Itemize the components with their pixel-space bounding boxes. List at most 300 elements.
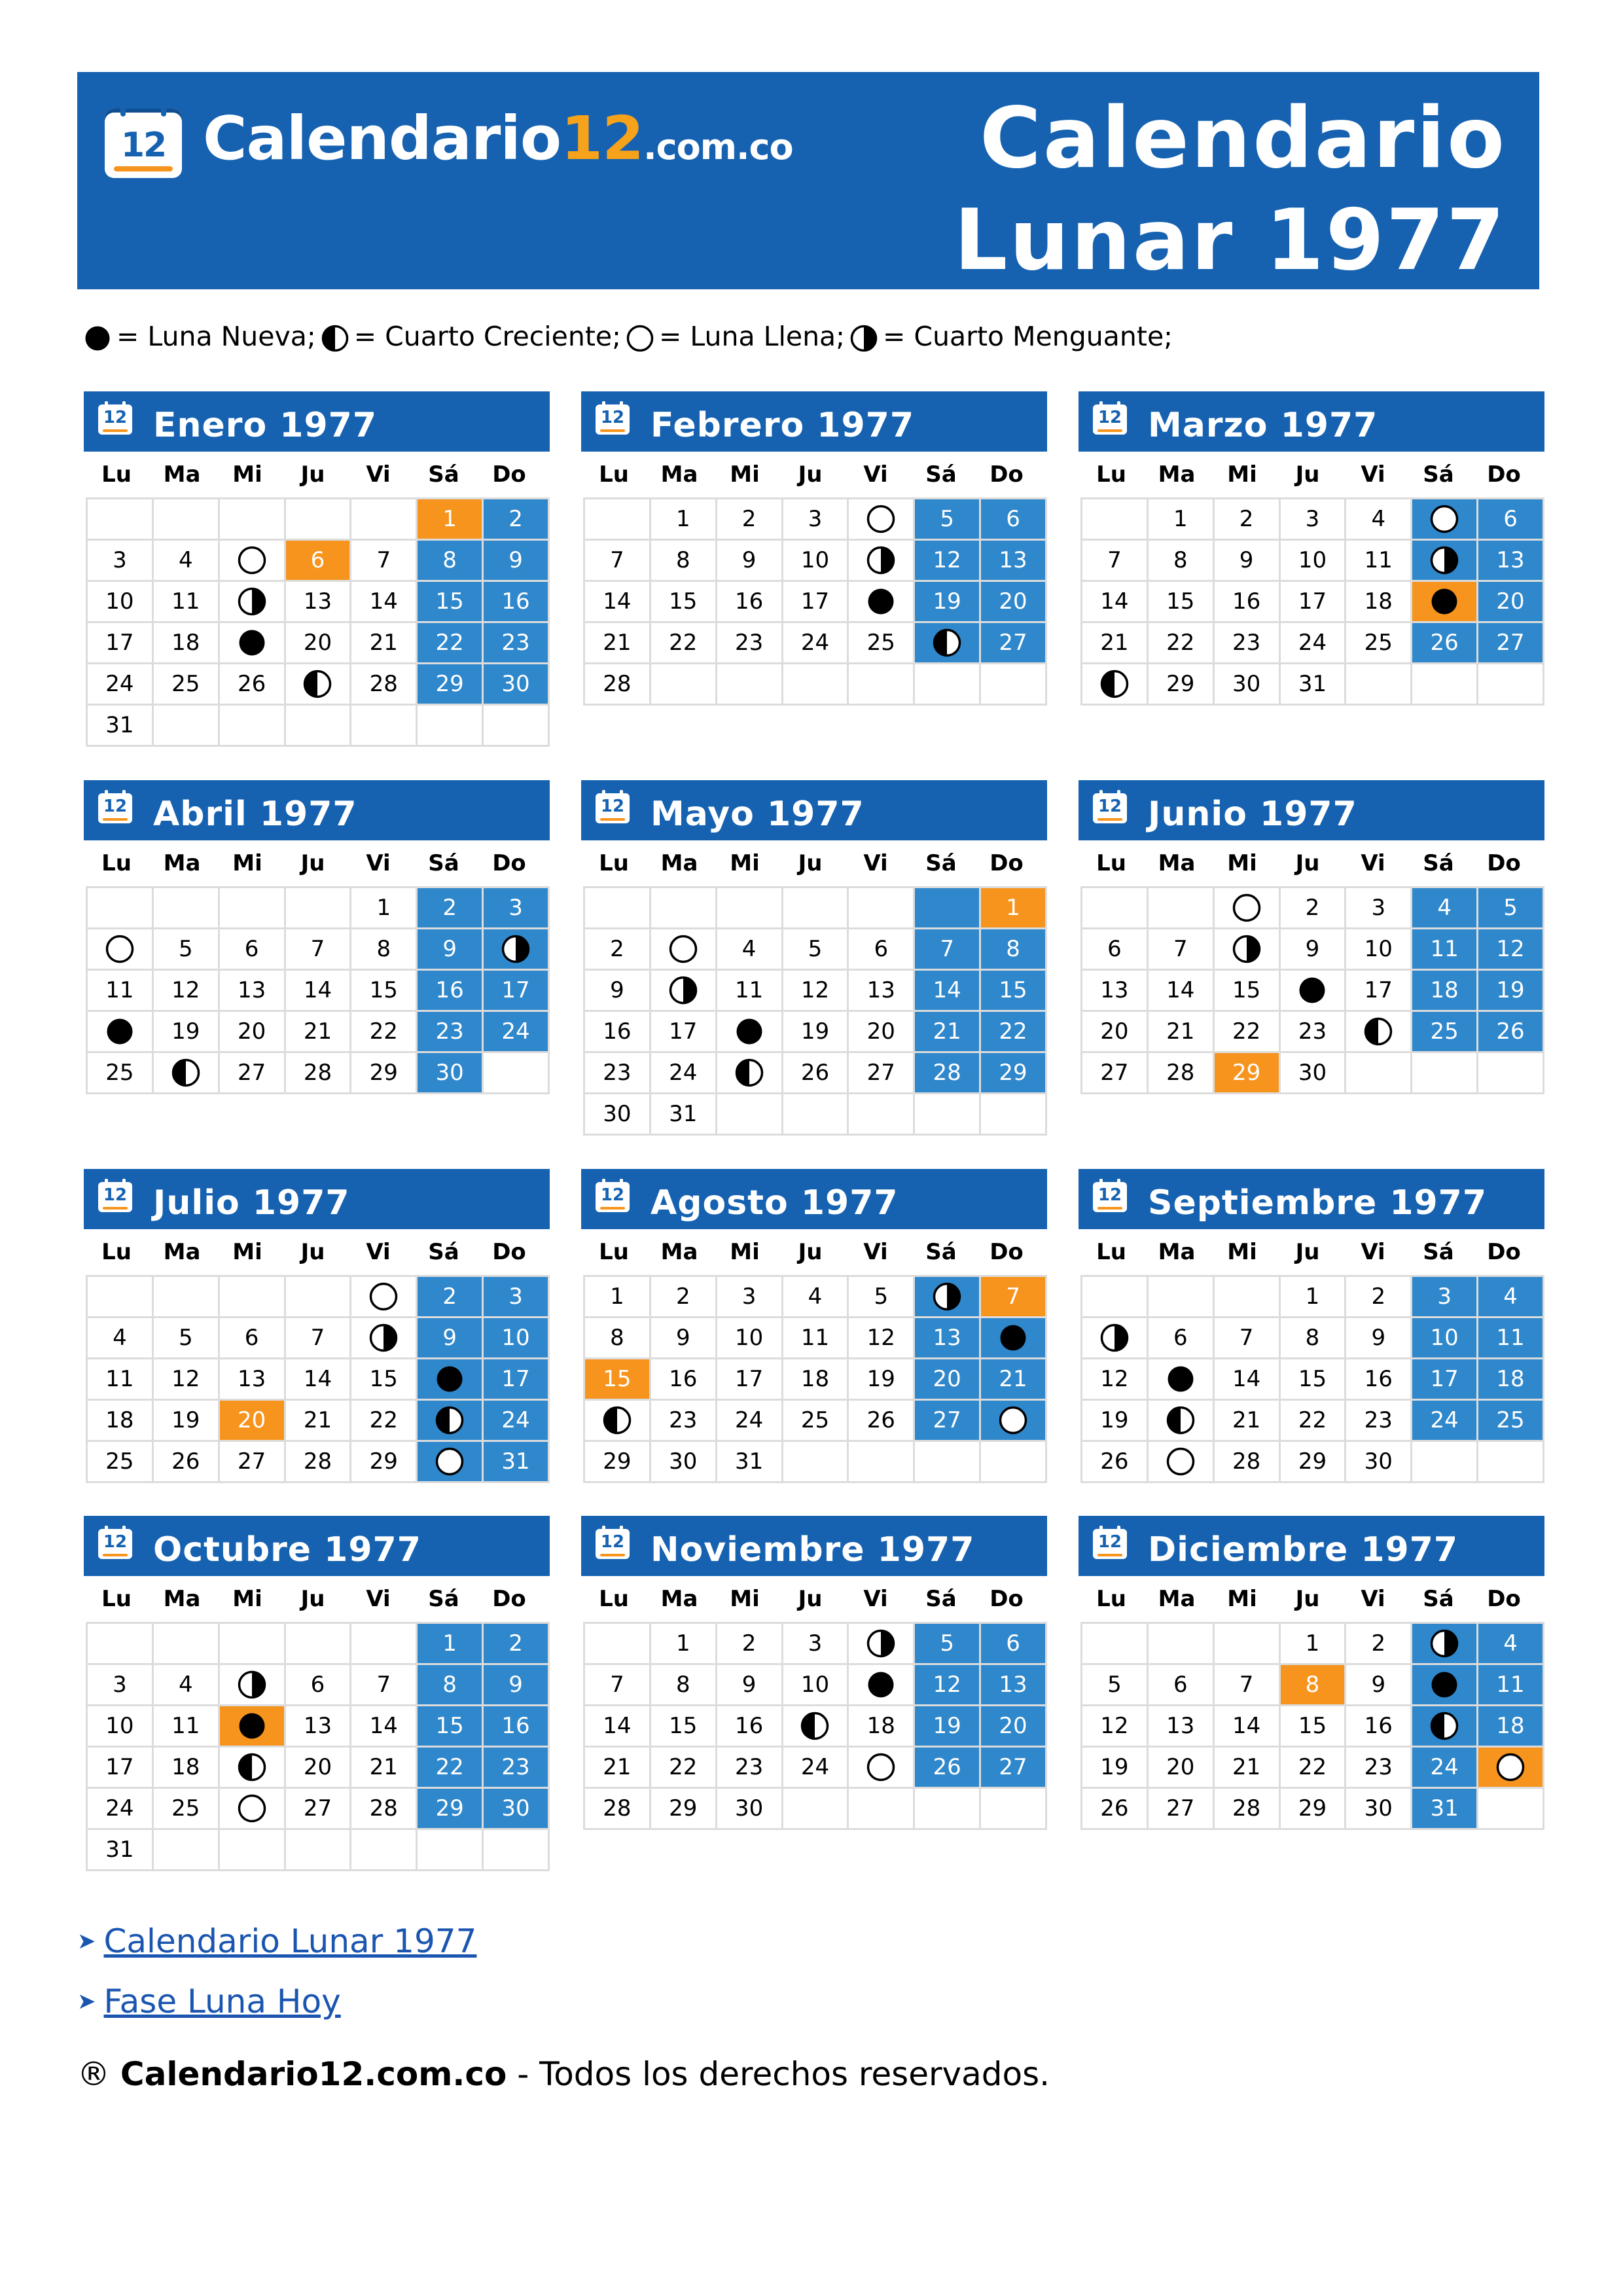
page-title-line1: Calendario (979, 90, 1507, 187)
day-cell (1147, 1400, 1213, 1441)
day-cell: 24 (782, 1747, 848, 1788)
day-cell: 28 (914, 1052, 980, 1094)
day-cell (848, 581, 914, 622)
day-cell: 18 (1478, 1359, 1544, 1400)
page-title (954, 88, 1507, 292)
day-cell: 22 (980, 1011, 1046, 1052)
day-cell (716, 1052, 782, 1094)
day-cell: 3 (716, 1276, 782, 1318)
day-cell: 18 (848, 1706, 914, 1747)
week-row (87, 540, 549, 581)
day-cell: 7 (1213, 1664, 1279, 1706)
calendar-icon (98, 1182, 132, 1212)
day-cell: 8 (417, 1664, 483, 1706)
day-cell: 5 (782, 929, 848, 970)
empty-day-cell (914, 664, 980, 705)
day-cell (1082, 1318, 1148, 1359)
last-quarter-icon (1232, 935, 1261, 963)
day-cell: 22 (417, 622, 483, 664)
day-cell: 19 (848, 1359, 914, 1400)
weekday-label: Sá (428, 461, 459, 488)
day-cell: 21 (1082, 622, 1148, 664)
day-cell: 2 (716, 1623, 782, 1664)
empty-day-cell (483, 1829, 549, 1871)
day-cell (1147, 1441, 1213, 1482)
day-cell: 21 (980, 1359, 1046, 1400)
empty-day-cell (219, 1276, 285, 1318)
day-cell: 24 (483, 1400, 549, 1441)
empty-day-cell (1478, 664, 1544, 705)
day-cell: 28 (285, 1052, 351, 1094)
day-cell: 28 (351, 1788, 417, 1829)
weekday-header-row (581, 452, 1047, 497)
day-cell: 2 (483, 499, 549, 540)
day-cell: 27 (1082, 1052, 1148, 1094)
empty-day-cell (980, 664, 1046, 705)
day-cell (848, 1747, 914, 1788)
day-cell: 10 (1346, 929, 1412, 970)
links-section (77, 1911, 476, 2032)
link-calendario-lunar[interactable]: Calendario Lunar 1977 (103, 1922, 477, 1960)
empty-day-cell (848, 664, 914, 705)
month-header (581, 1169, 1047, 1229)
day-cell: 16 (1346, 1359, 1412, 1400)
empty-day-cell (980, 1094, 1046, 1135)
day-cell: 14 (584, 1706, 651, 1747)
day-cell: 4 (1478, 1623, 1544, 1664)
day-cell: 30 (650, 1441, 716, 1482)
day-cell: 22 (1213, 1011, 1279, 1052)
day-cell: 13 (980, 1664, 1046, 1706)
day-cell: 26 (1412, 622, 1478, 664)
empty-day-cell (980, 1441, 1046, 1482)
day-cell: 25 (1478, 1400, 1544, 1441)
day-cell: 28 (1213, 1788, 1279, 1829)
calendar-icon-number: 12 (103, 408, 128, 427)
week-row (584, 1359, 1046, 1400)
day-cell (914, 1276, 980, 1318)
page-title-line2: Lunar 1977 (954, 192, 1507, 289)
weekday-label: Mi (232, 1586, 262, 1612)
day-cell: 14 (1213, 1359, 1279, 1400)
day-cell: 16 (1346, 1706, 1412, 1747)
weekday-label: Mi (730, 1586, 760, 1612)
day-cell: 9 (1279, 929, 1346, 970)
day-cell: 19 (1082, 1747, 1148, 1788)
empty-day-cell (1478, 1441, 1544, 1482)
day-cell: 4 (87, 1318, 153, 1359)
day-cell: 29 (650, 1788, 716, 1829)
day-cell: 17 (782, 581, 848, 622)
empty-day-cell (1147, 888, 1213, 929)
day-cell: 4 (152, 540, 219, 581)
day-cell: 13 (219, 970, 285, 1011)
legend-first-quarter: = Cuarto Creciente; (353, 321, 621, 352)
link-row (77, 1911, 476, 1971)
day-cell: 23 (1346, 1400, 1412, 1441)
weekday-label: Mi (1227, 461, 1257, 488)
day-cell: 29 (980, 1052, 1046, 1094)
day-cell: 3 (483, 1276, 549, 1318)
day-cell: 2 (650, 1276, 716, 1318)
day-cell: 14 (584, 581, 651, 622)
day-cell: 17 (1346, 970, 1412, 1011)
week-row (87, 1788, 549, 1829)
header-banner (77, 72, 1539, 289)
month-title: Junio 1977 (1148, 795, 1357, 834)
day-cell: 30 (1279, 1052, 1346, 1094)
week-row (87, 705, 549, 746)
day-cell: 12 (1082, 1706, 1148, 1747)
day-cell: 14 (1082, 581, 1148, 622)
empty-day-cell (584, 888, 651, 929)
day-cell: 7 (1147, 929, 1213, 970)
day-cell: 2 (417, 1276, 483, 1318)
day-cell: 11 (1346, 540, 1412, 581)
day-cell: 25 (87, 1441, 153, 1482)
week-row (584, 1623, 1046, 1664)
empty-day-cell (87, 888, 153, 929)
day-cell: 10 (1412, 1318, 1478, 1359)
day-cell (285, 664, 351, 705)
day-cell: 22 (650, 1747, 716, 1788)
month-header (1079, 780, 1544, 840)
weekday-label: Do (990, 1586, 1024, 1612)
day-cell: 3 (1412, 1276, 1478, 1318)
day-cell: 7 (980, 1276, 1046, 1318)
day-cell: 20 (980, 1706, 1046, 1747)
arrow-right-icon: ➤ (77, 1988, 96, 2015)
day-cell: 14 (1147, 970, 1213, 1011)
day-cell: 15 (1279, 1706, 1346, 1747)
empty-day-cell (219, 1829, 285, 1871)
day-cell: 13 (914, 1318, 980, 1359)
full-moon-icon (669, 935, 698, 963)
empty-day-cell (1213, 1623, 1279, 1664)
site-logo[interactable] (203, 103, 793, 173)
full-moon-icon (866, 1753, 895, 1782)
month-calendar (1079, 391, 1544, 706)
weekday-label: Mi (232, 850, 262, 876)
day-cell: 12 (152, 1359, 219, 1400)
calendar-icon (1093, 1182, 1127, 1212)
weekday-label: Vi (863, 1239, 888, 1265)
calendar-icon (98, 1529, 132, 1559)
calendar-icon-number: 12 (1097, 1185, 1122, 1205)
calendar-icon-number: 12 (103, 1532, 128, 1552)
day-cell (980, 1400, 1046, 1441)
day-cell: 24 (1412, 1747, 1478, 1788)
day-cell (417, 1441, 483, 1482)
day-cell: 4 (152, 1664, 219, 1706)
day-cell: 16 (650, 1359, 716, 1400)
month-title: Enero 1977 (153, 406, 378, 445)
day-cell: 15 (1213, 970, 1279, 1011)
day-cell: 24 (1412, 1400, 1478, 1441)
new-moon-icon (1166, 1365, 1195, 1393)
day-cell: 30 (584, 1094, 651, 1135)
empty-day-cell (782, 888, 848, 929)
day-cell (650, 970, 716, 1011)
day-cell: 27 (914, 1400, 980, 1441)
calendar-icon (1093, 404, 1127, 435)
day-cell: 7 (584, 540, 651, 581)
day-cell: 2 (417, 888, 483, 929)
weekday-header-row (84, 840, 550, 886)
day-cell: 21 (285, 1011, 351, 1052)
first-quarter-icon (735, 1058, 764, 1087)
empty-day-cell (152, 499, 219, 540)
calendar-icon (596, 1182, 630, 1212)
empty-day-cell (483, 705, 549, 746)
day-cell: 5 (152, 1318, 219, 1359)
day-cell: 29 (417, 664, 483, 705)
weekday-label: Lu (1096, 850, 1126, 876)
day-cell: 13 (285, 581, 351, 622)
empty-day-cell (219, 1623, 285, 1664)
logo-icon-number: 12 (120, 126, 166, 165)
week-row (87, 1829, 549, 1871)
day-cell: 3 (1346, 888, 1412, 929)
empty-day-cell (782, 664, 848, 705)
day-cell: 25 (152, 1788, 219, 1829)
day-cell (1346, 1011, 1412, 1052)
last-quarter-icon (238, 1670, 266, 1699)
day-cell: 9 (650, 1318, 716, 1359)
day-cell: 9 (716, 540, 782, 581)
calendar-logo-icon (105, 109, 182, 178)
week-row (1082, 540, 1544, 581)
empty-day-cell (417, 1829, 483, 1871)
day-cell: 13 (1147, 1706, 1213, 1747)
day-cell (1412, 1664, 1478, 1706)
full-moon-icon (369, 1282, 398, 1311)
day-cell: 27 (980, 622, 1046, 664)
weekday-label: Ju (1295, 1586, 1320, 1612)
weekday-label: Lu (1096, 1239, 1126, 1265)
month-header (1079, 391, 1544, 452)
empty-day-cell (417, 705, 483, 746)
empty-day-cell (285, 1623, 351, 1664)
empty-day-cell (152, 888, 219, 929)
footer-rights: - Todos los derechos reservados. (517, 2055, 1050, 2093)
weekday-label: Ma (163, 850, 201, 876)
logo-suffix: .com.co (643, 126, 793, 168)
day-cell (219, 1788, 285, 1829)
day-cell: 24 (716, 1400, 782, 1441)
day-cell: 21 (584, 1747, 651, 1788)
week-row (1082, 581, 1544, 622)
month-day-grid (86, 1622, 550, 1871)
weekday-label: Ma (660, 1586, 698, 1612)
day-cell (848, 1623, 914, 1664)
month-calendar (581, 391, 1047, 706)
day-cell (219, 1747, 285, 1788)
weekday-header-row (84, 1229, 550, 1275)
empty-day-cell (584, 499, 651, 540)
day-cell: 16 (1213, 581, 1279, 622)
week-row (584, 499, 1046, 540)
empty-day-cell (285, 705, 351, 746)
week-row (1082, 622, 1544, 664)
empty-day-cell (650, 888, 716, 929)
day-cell: 30 (483, 664, 549, 705)
day-cell: 29 (584, 1441, 651, 1482)
month-title: Octubre 1977 (153, 1530, 421, 1570)
day-cell (219, 1706, 285, 1747)
moon-phase-legend (84, 321, 1178, 352)
day-cell: 1 (650, 499, 716, 540)
empty-day-cell (219, 888, 285, 929)
footer-site-name: Calendario12.com.co (120, 2055, 507, 2093)
day-cell: 30 (483, 1788, 549, 1829)
week-row (1082, 1441, 1544, 1482)
day-cell: 21 (285, 1400, 351, 1441)
week-row (1082, 970, 1544, 1011)
day-cell: 5 (914, 1623, 980, 1664)
day-cell: 25 (1346, 622, 1412, 664)
day-cell: 20 (1082, 1011, 1148, 1052)
day-cell: 14 (285, 1359, 351, 1400)
weekday-label: Mi (1227, 850, 1257, 876)
day-cell: 22 (351, 1400, 417, 1441)
month-title: Julio 1977 (153, 1183, 350, 1223)
week-row (87, 1706, 549, 1747)
week-row (87, 664, 549, 705)
first-quarter-icon (171, 1058, 200, 1087)
day-cell: 23 (584, 1052, 651, 1094)
day-cell: 24 (1279, 622, 1346, 664)
weekday-label: Do (492, 850, 526, 876)
month-day-grid (583, 1622, 1047, 1830)
day-cell: 3 (1279, 499, 1346, 540)
month-title: Febrero 1977 (651, 406, 915, 445)
day-cell: 3 (483, 888, 549, 929)
empty-day-cell (152, 1623, 219, 1664)
empty-day-cell (716, 888, 782, 929)
day-cell: 30 (1346, 1788, 1412, 1829)
day-cell: 1 (1147, 499, 1213, 540)
day-cell: 6 (1082, 929, 1148, 970)
day-cell: 2 (1213, 499, 1279, 540)
day-cell: 24 (483, 1011, 549, 1052)
day-cell: 7 (285, 929, 351, 970)
day-cell: 31 (87, 1829, 153, 1871)
day-cell: 6 (1478, 499, 1544, 540)
day-cell: 21 (351, 622, 417, 664)
empty-day-cell (351, 705, 417, 746)
weekday-label: Ma (1158, 1586, 1196, 1612)
link-row (77, 1971, 476, 2032)
day-cell (782, 1706, 848, 1747)
weekday-label: Ma (660, 461, 698, 488)
day-cell: 15 (980, 970, 1046, 1011)
day-cell: 8 (980, 929, 1046, 970)
empty-day-cell (1412, 1052, 1478, 1094)
footer (77, 2055, 1050, 2093)
new-moon-icon (1298, 976, 1327, 1005)
day-cell: 3 (87, 540, 153, 581)
day-cell: 3 (782, 499, 848, 540)
day-cell (848, 540, 914, 581)
week-row (584, 929, 1046, 970)
weekday-label: Ju (798, 850, 823, 876)
day-cell: 14 (914, 970, 980, 1011)
weekday-label: Lu (101, 1586, 132, 1612)
day-cell: 30 (417, 1052, 483, 1094)
day-cell: 21 (1213, 1747, 1279, 1788)
month-title: Diciembre 1977 (1148, 1530, 1459, 1570)
weekday-label: Sá (428, 1239, 459, 1265)
day-cell: 28 (351, 664, 417, 705)
week-row (1082, 1052, 1544, 1094)
week-row (87, 1664, 549, 1706)
day-cell: 1 (584, 1276, 651, 1318)
month-header (84, 1516, 550, 1576)
day-cell: 30 (1346, 1441, 1412, 1482)
day-cell (848, 499, 914, 540)
week-row (584, 664, 1046, 705)
month-day-grid (583, 886, 1047, 1136)
day-cell: 19 (152, 1400, 219, 1441)
first-quarter-icon (238, 1753, 266, 1782)
calendar-icon-number: 12 (600, 1185, 625, 1205)
day-cell: 10 (782, 1664, 848, 1706)
empty-day-cell (1082, 888, 1148, 929)
day-cell: 8 (650, 540, 716, 581)
day-cell: 3 (782, 1623, 848, 1664)
day-cell: 9 (1213, 540, 1279, 581)
empty-day-cell (914, 1094, 980, 1135)
weekday-label: Sá (925, 461, 957, 488)
month-calendar (84, 780, 550, 1094)
empty-day-cell (1082, 1276, 1148, 1318)
day-cell: 9 (1346, 1664, 1412, 1706)
day-cell (1279, 970, 1346, 1011)
weekday-label: Do (990, 461, 1024, 488)
day-cell: 6 (219, 929, 285, 970)
weekday-header-row (84, 452, 550, 497)
day-cell: 24 (87, 1788, 153, 1829)
weekday-label: Lu (1096, 1586, 1126, 1612)
month-header (84, 780, 550, 840)
day-cell: 7 (914, 929, 980, 970)
link-fase-luna-hoy[interactable]: Fase Luna Hoy (103, 1982, 341, 2020)
weekday-label: Vi (863, 461, 888, 488)
weekday-label: Ma (1158, 461, 1196, 488)
day-cell: 29 (1279, 1788, 1346, 1829)
day-cell: 1 (417, 499, 483, 540)
week-row (1082, 1400, 1544, 1441)
week-row (584, 1011, 1046, 1052)
day-cell: 12 (914, 540, 980, 581)
day-cell: 18 (1412, 970, 1478, 1011)
day-cell: 26 (1478, 1011, 1544, 1052)
weekday-label: Vi (366, 461, 391, 488)
day-cell: 21 (914, 1011, 980, 1052)
day-cell: 19 (914, 581, 980, 622)
day-cell: 7 (1213, 1318, 1279, 1359)
day-cell (219, 622, 285, 664)
new-moon-icon (1430, 587, 1459, 616)
full-moon-icon (1166, 1447, 1195, 1476)
month-title: Noviembre 1977 (651, 1530, 975, 1570)
weekday-label: Sá (1423, 1239, 1454, 1265)
day-cell: 25 (152, 664, 219, 705)
month-day-grid (86, 886, 550, 1094)
day-cell: 24 (87, 664, 153, 705)
week-row (584, 1788, 1046, 1829)
